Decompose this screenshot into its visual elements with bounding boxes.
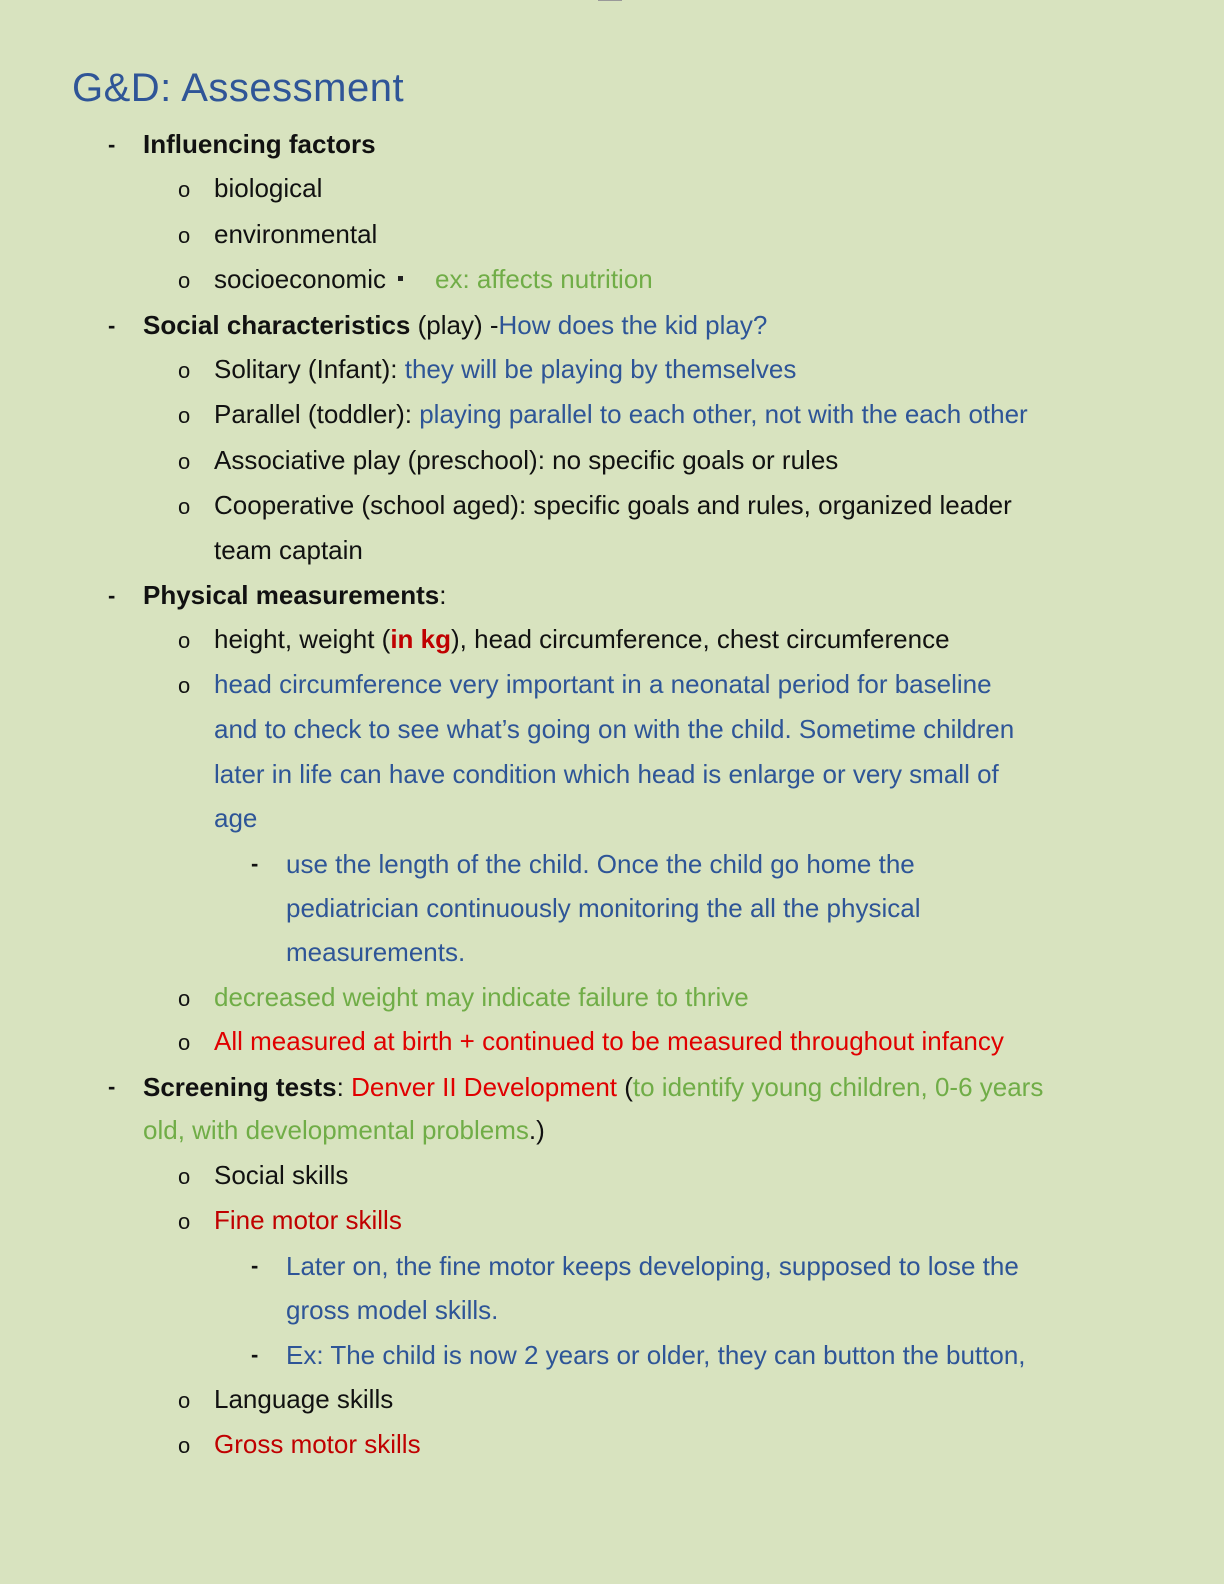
bullet-circle: o bbox=[178, 403, 191, 428]
heading-screening: Screening tests bbox=[143, 1072, 337, 1102]
heading-social: Social characteristics bbox=[143, 310, 411, 340]
bullet-dash: - bbox=[108, 583, 116, 608]
note: ex: affects nutrition bbox=[434, 264, 653, 294]
bullet-circle: o bbox=[178, 268, 191, 293]
bullet-dash: - bbox=[251, 1253, 259, 1278]
bullet-circle: o bbox=[178, 1433, 191, 1458]
list-item: Language skills bbox=[214, 1384, 394, 1414]
square-bullet-icon bbox=[398, 276, 403, 281]
bullet-circle: o bbox=[178, 673, 191, 698]
list-item: Social skills bbox=[214, 1160, 349, 1190]
list-item bbox=[214, 398, 1028, 430]
bullet-circle: o bbox=[178, 494, 191, 519]
paren: ( bbox=[617, 1072, 633, 1102]
list-item-continuation: team captain bbox=[214, 535, 363, 565]
page-mark bbox=[598, 0, 622, 3]
text: height, weight ( bbox=[214, 624, 391, 654]
paragraph-line: later in life can have condition which head is enlarge or very small of bbox=[214, 759, 999, 789]
paren: .) bbox=[528, 1115, 545, 1145]
list-item-socioeconomic bbox=[214, 263, 653, 295]
test-name: Denver II Development bbox=[351, 1072, 617, 1102]
bullet-dash: - bbox=[108, 1074, 116, 1099]
bullet-circle: o bbox=[178, 628, 191, 653]
bullet-circle: o bbox=[178, 1209, 191, 1234]
paragraph-line: head circumference very important in a neonatal period for baseline bbox=[214, 669, 992, 699]
list-item-label: Solitary (Infant): bbox=[214, 354, 405, 384]
bullet-circle: o bbox=[178, 1030, 191, 1055]
list-item: Cooperative (school aged): specific goals and rules, organized leader bbox=[214, 490, 1012, 520]
bullet-dash: - bbox=[251, 851, 259, 876]
list-item: Associative play (preschool): no specific goals or rules bbox=[214, 445, 839, 475]
sub-item-line: gross model skills. bbox=[286, 1295, 499, 1325]
heading-physical: Physical measurements bbox=[143, 580, 440, 610]
emphasis: in kg bbox=[390, 624, 451, 654]
sub-item-line: use the length of the child. Once the child go home the bbox=[286, 849, 915, 879]
list-item: Fine motor skills bbox=[214, 1205, 402, 1235]
page-title: G&D: Assessment bbox=[72, 66, 405, 110]
list-item: All measured at birth + continued to be measured throughout infancy bbox=[214, 1026, 1004, 1056]
bullet-dash: - bbox=[251, 1342, 259, 1367]
test-description-cont: old, with developmental problems bbox=[143, 1115, 529, 1145]
note: playing parallel to each other, not with the each other bbox=[419, 399, 1028, 429]
bullet-circle: o bbox=[178, 358, 191, 383]
colon: : bbox=[439, 580, 447, 610]
colon: : bbox=[336, 1072, 352, 1102]
test-description: to identify young children, 0-6 years bbox=[632, 1072, 1044, 1102]
note: they will be playing by themselves bbox=[404, 354, 797, 384]
bullet-circle: o bbox=[178, 449, 191, 474]
heading-paren: (play) - bbox=[410, 310, 499, 340]
list-item bbox=[214, 353, 796, 385]
sub-item-line: measurements. bbox=[286, 937, 466, 967]
heading-social-row bbox=[143, 309, 767, 341]
list-item: environmental bbox=[214, 219, 378, 249]
heading-physical-row bbox=[143, 579, 447, 611]
bullet-circle: o bbox=[178, 986, 191, 1011]
list-item: decreased weight may indicate failure to thrive bbox=[214, 982, 749, 1012]
bullet-dash: - bbox=[108, 132, 116, 157]
list-item-label: socioeconomic bbox=[214, 264, 386, 294]
paragraph-line: age bbox=[214, 803, 258, 833]
sub-item-line: Ex: The child is now 2 years or older, they can button the button, bbox=[286, 1340, 1026, 1370]
sub-item-line: pediatrician continuously monitoring the all the physical bbox=[286, 893, 921, 923]
list-item bbox=[214, 623, 950, 655]
bullet-circle: o bbox=[178, 1388, 191, 1413]
bullet-dash: - bbox=[108, 313, 116, 338]
heading-screening-row bbox=[143, 1071, 1043, 1103]
heading-screening-cont bbox=[143, 1114, 545, 1146]
bullet-circle: o bbox=[178, 177, 191, 202]
sub-item-line: Later on, the fine motor keeps developing, supposed to lose the bbox=[286, 1251, 1019, 1281]
heading-influencing: Influencing factors bbox=[143, 129, 376, 159]
text: ), head circumference, chest circumference bbox=[451, 624, 950, 654]
bullet-circle: o bbox=[178, 223, 191, 248]
bullet-circle: o bbox=[178, 1164, 191, 1189]
list-item-label: Parallel (toddler): bbox=[214, 399, 420, 429]
list-item: Gross motor skills bbox=[214, 1429, 421, 1459]
question: How does the kid play? bbox=[498, 310, 768, 340]
list-item: biological bbox=[214, 173, 323, 203]
paragraph-line: and to check to see what’s going on with the child. Sometime children bbox=[214, 714, 1015, 744]
